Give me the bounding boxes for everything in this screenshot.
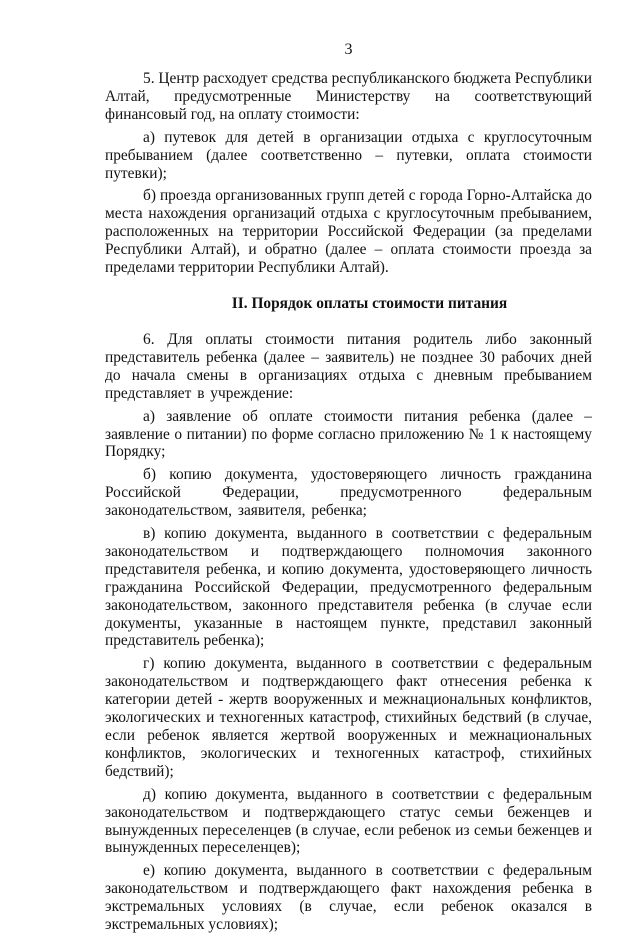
paragraph-5b: б) проезда организованных групп детей с города Горно-Алтайска до места нахождения организаций отдыха с круглосуточным пребыванием, расположенных на территории Российской Федерации (за пределами Республики Алтай), и обратно (далее – оплата стоимости проезда за пределами территории Республики Алтай).	[105, 187, 592, 277]
paragraph-6b: б) копию документа, удостоверяющего личность гражданина Российской Федерации, предусмотренного федеральным законодательством, заявителя, ребенка;	[105, 466, 592, 520]
page-number: 3	[344, 41, 353, 58]
paragraph-6e: е) копию документа, выданного в соответствии с федеральным законодательством и подтверждающего факт нахождения ребенка в экстремальных условиях (в случае, если ребенок оказался в экстремальных условиях);	[105, 862, 592, 934]
paragraph-5: 5. Центр расходует средства республиканского бюджета Республики Алтай, предусмотренные Министерству на соответствующий финансовый год, на оплату стоимости:	[105, 70, 592, 123]
paragraph-6: 6. Для оплаты стоимости питания родитель либо законный представитель ребенка (далее – заявитель) не позднее 30 рабочих дней до начала смены в организациях отдыха с дневным пребыванием представляет в учреждение:	[105, 330, 592, 402]
paragraph-5a: а) путевок для детей в организации отдыха с круглосуточным пребыванием (далее соответственно – путевки, оплата стоимости путевки);	[105, 128, 592, 182]
paragraph-6g: г) копию документа, выданного в соответствии с федеральным законодательством и подтверждающего факт отнесения ребенка к категории детей - жертв вооруженных и межнациональных конфликтов, экологических и техногенных катастроф, стихийных бедствий (в случае, если ребенок является жертвой вооруженных и межнациональных конфликтов, экологических и техногенных катастроф, стихийных бедствий);	[105, 655, 592, 780]
paragraph-6v: в) копию документа, выданного в соответствии с федеральным законодательством и подтверждающего полномочия законного представителя ребенка, и копию документа, удостоверяющего личность гражданина Российской Федерации, предусмотренного федеральным законодательством, законного представителя ребенка (в случае если документы, указанные в настоящем пункте, представил законный представитель ребенка);	[105, 525, 592, 650]
document-page	[105, 40, 592, 939]
paragraph-6d: д) копию документа, выданного в соответствии с федеральным законодательством и подтверждающего статус семьи беженцев и вынужденных переселенцев (в случае, если ребенок из семьи беженцев и вынужденных переселенцев);	[105, 785, 592, 857]
paragraph-6a: а) заявление об оплате стоимости питания ребенка (далее – заявление о питании) по форме согласно приложению № 1 к настоящему Порядку;	[105, 407, 592, 461]
section-heading: II. Порядок оплаты стоимости питания	[231, 294, 508, 312]
